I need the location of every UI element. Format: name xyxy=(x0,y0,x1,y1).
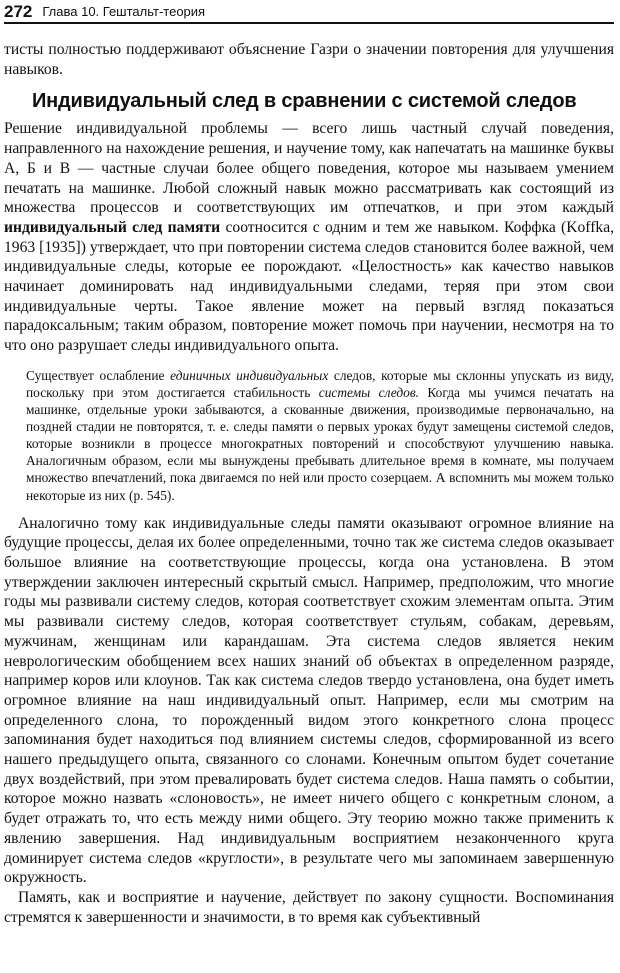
block-quote xyxy=(26,367,614,504)
opening-paragraph: тисты полностью поддерживают объяснение Газри о значении повторения для улучшения навыков. xyxy=(4,41,614,78)
paragraph-1 xyxy=(4,119,614,355)
paragraph-1-text-a: Решение индивидуальной проблемы — всего лишь частный случай поведения, направленного на нахождение решения, и научение тому, как напечатать на машинке буквы А, Б и В — частные случаи более общего поведения, которое мы называем умением печатать на машинке. Любой сложный навык можно рассматривать как состоящий из множества процессов и соответствующих им отпечатков, и при этом каждый xyxy=(4,120,614,217)
quote-text-b: следов, которые мы склонны упускать из виду, поскольку при этом достигается стабильность xyxy=(26,367,614,400)
quote-italic-1: единичных индивидуальных xyxy=(170,367,329,383)
section-heading: Индивидуальный след в сравнении с системой следов xyxy=(32,90,577,113)
paragraph-2: Аналогично тому как индивидуальные следы памяти оказывают огромное влияние на будущие процессы, делая их более определенными, точно так же система следов оказывает большое влияние на соответствующие процессы, когда она установлена. В этом утверждении заключен интересный скрытый смысл. Например, предположим, что многие годы мы развивали систему следов, которая соответствует схожим элементам опыта. Этим мы развивали систему следов, которая соответствует стульям, собакам, деревьям, мужчинам, женщинам или карандашам. Эта система следов является неким неврологическим обобщением всех наших знаний об объектах в определенном разряде, например коров или клоунов. Так как система следов твердо установлена, она будет иметь огромное влияние на наш индивидуальный опыт. Например, если мы смотрим на определенного слона, то порожденный видом этого конкретного слона процесс запоминания будет находиться под влиянием системы следов, сформированной из всего нашего предыдущего опыта, связанного со слонами. Конечным опытом будет сочетание двух воздействий, при этом превалировать будет система следов. Наша память о событии, которое можно назвать «слоновость», не имеет ничего общего с конкретным слоном, а будет отражать то, что есть между ними общего. Эту теорию можно также применить к явлению завершения. Над индивидуальным восприятием незаконченного круга доминирует система следов «круглости», в результате чего мы запоминаем завершенную окружность. xyxy=(4,514,614,887)
chapter-title: Глава 10. Гештальт-теория xyxy=(42,4,206,19)
quote-italic-2: системы следов. xyxy=(318,384,419,400)
paragraph-1-text-b: соотносится с одним и тем же навыком. Коффка (Koffka, 1963 [1935]) утверждает, что при повторении система следов становится более важной, чем индивидуальные следы, которые ее порождают. «Целостность» как качество навыков начинает доминировать над индивидуальными следами, теряя при этом свои индивидуальные черты. Такое явление может на первый взгляд показаться парадоксальным; таким образом, повторение может помочь при научении, несмотря на то что оно разрушает следы индивидуального опыта. xyxy=(4,218,615,355)
page-body xyxy=(4,40,614,927)
quote-paragraph xyxy=(26,367,614,504)
quote-text-a: Существует ослабление xyxy=(26,367,171,383)
running-header xyxy=(4,0,614,24)
page-number: 272 xyxy=(4,2,33,21)
paragraph-1-bold-term: индивидуальный след памяти xyxy=(4,218,221,236)
paragraph-3: Память, как и восприятие и научение, действует по закону сущности. Воспоминания стремятся к завершенности и значимости, в то время как субъективный xyxy=(4,888,614,926)
quote-text-c: Когда мы учимся печатать на машинке, отдельные уроки забываются, а скованные движения, производимые первоначально, на поздней стадии не повторятся, т. е. следы памяти о первых уроках будут замещены системой следов, которые возникли в процессе многократных повторений и способствуют улучшению навыка. Аналогичным образом, если мы вынуждены пребывать длительное время в комнате, мы получаем множество впечатлений, пока двигаемся по ней или просто созерцаем. А вспомнить мы можем только некоторые из них (р. 545). xyxy=(26,384,615,503)
